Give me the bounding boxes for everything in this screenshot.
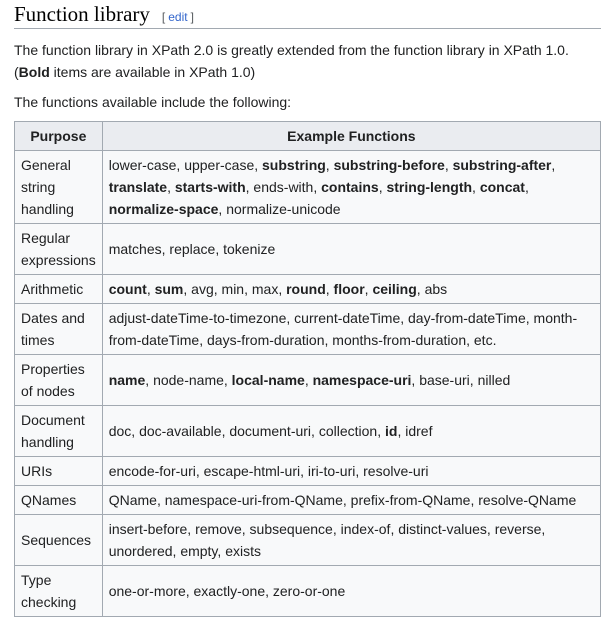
function-name: ceiling	[372, 281, 417, 297]
table-body	[15, 151, 601, 617]
function-name: month-from-dateTime	[108, 310, 578, 348]
functions-cell: insert-before, remove, subsequence, index-of, distinct-values, reverse, unordered, empty, exists	[102, 515, 600, 566]
function-name: subsequence	[249, 521, 333, 537]
function-name: max	[251, 281, 279, 297]
function-name: days-from-duration	[207, 332, 325, 348]
function-name: node-name	[153, 372, 224, 388]
function-name: current-dateTime	[294, 310, 401, 326]
functions-cell: QName, namespace-uri-from-QName, prefix-from-QName, resolve-QName	[102, 486, 600, 515]
function-name: tokenize	[223, 241, 276, 257]
functions-intro: The functions available include the following:	[14, 94, 292, 110]
function-name: starts-with	[174, 179, 246, 195]
function-name: exists	[225, 543, 261, 559]
function-name: matches	[108, 241, 162, 257]
function-name: namespace-uri-from-QName	[164, 492, 343, 508]
function-name: lower-case	[108, 157, 177, 173]
intro-line-2-open: (	[14, 64, 19, 80]
functions-cell: name, node-name, local-name, namespace-uri, base-uri, nilled	[102, 355, 600, 406]
function-name: resolve-uri	[363, 463, 429, 479]
function-name: substring-before	[333, 157, 445, 173]
table-row	[15, 566, 601, 617]
function-name: concat	[479, 179, 525, 195]
function-name: doc	[108, 423, 132, 439]
functions-cell: one-or-more, exactly-one, zero-or-one	[102, 566, 600, 617]
function-name: zero-or-one	[272, 583, 346, 599]
functions-cell: encode-for-uri, escape-html-uri, iri-to-uri, resolve-uri	[102, 457, 600, 486]
table-row	[15, 304, 601, 355]
function-name: translate	[108, 179, 168, 195]
table-row	[15, 275, 601, 304]
function-name: idref	[405, 423, 433, 439]
function-name: index-of	[340, 521, 391, 537]
function-name: sum	[154, 281, 184, 297]
edit-section-link-wrapper	[162, 10, 194, 24]
function-name: escape-html-uri	[203, 463, 301, 479]
function-name: document-uri	[229, 423, 312, 439]
function-name: substring-after	[452, 157, 552, 173]
purpose-cell: URIs	[15, 457, 103, 486]
function-name: round	[286, 281, 326, 297]
function-name: months-from-duration	[332, 332, 467, 348]
function-name: name	[108, 372, 146, 388]
function-name: min	[221, 281, 245, 297]
edit-bracket-close: ]	[190, 10, 194, 24]
purpose-cell: Dates and times	[15, 304, 103, 355]
function-name: collection	[318, 423, 378, 439]
functions-cell: count, sum, avg, min, max, round, floor, ceiling, abs	[102, 275, 600, 304]
purpose-cell: Arithmetic	[15, 275, 103, 304]
function-name: distinct-values	[398, 521, 487, 537]
function-name: QName	[108, 492, 157, 508]
section-title: Function library	[14, 2, 150, 26]
edit-section-link[interactable]: edit	[168, 10, 188, 24]
purpose-cell: Document handling	[15, 406, 103, 457]
function-name: replace	[169, 241, 216, 257]
table-row	[15, 486, 601, 515]
function-name: string-length	[386, 179, 473, 195]
function-name: ends-with	[253, 179, 314, 195]
function-name: nilled	[477, 372, 511, 388]
table-row	[15, 224, 601, 275]
table-row	[15, 151, 601, 224]
purpose-cell: General string handling	[15, 151, 103, 224]
functions-cell: lower-case, upper-case, substring, substring-before, substring-after, translate, starts-with, ends-with, contains, string-length, concat, normalize-space, normalize-unicode	[102, 151, 600, 224]
function-name: day-from-dateTime	[408, 310, 526, 326]
intro-line-1: The function library in XPath 2.0 is greatly extended from the function library in XPath 1.0.	[14, 42, 569, 58]
header-example-functions: Example Functions	[102, 122, 600, 151]
function-name: iri-to-uri	[307, 463, 356, 479]
table-row	[15, 515, 601, 566]
purpose-cell: Sequences	[15, 515, 103, 566]
function-name: count	[108, 281, 147, 297]
function-name: resolve-QName	[478, 492, 577, 508]
function-name: base-uri	[419, 372, 470, 388]
function-name: floor	[333, 281, 365, 297]
table-row	[15, 355, 601, 406]
function-name: substring	[262, 157, 326, 173]
intro-line-2-rest: items are available in XPath 1.0)	[49, 64, 256, 80]
function-name: upper-case	[184, 157, 255, 173]
purpose-cell: Type checking	[15, 566, 103, 617]
function-name: namespace-uri	[312, 372, 412, 388]
purpose-cell: Properties of nodes	[15, 355, 103, 406]
function-name: normalize-space	[108, 201, 219, 217]
function-name: empty	[180, 543, 218, 559]
function-name: normalize-unicode	[226, 201, 341, 217]
function-table	[14, 121, 601, 617]
purpose-cell: Regular expressions	[15, 224, 103, 275]
function-name: id	[384, 423, 398, 439]
functions-cell: adjust-dateTime-to-timezone, current-dateTime, day-from-dateTime, month-from-dateTime, days-from-duration, months-from-duration, etc.	[102, 304, 600, 355]
function-name: avg	[191, 281, 214, 297]
function-name: local-name	[231, 372, 305, 388]
section-heading-row	[14, 0, 601, 29]
table-row	[15, 457, 601, 486]
function-name: prefix-from-QName	[350, 492, 471, 508]
function-name: etc.	[473, 332, 497, 348]
function-name: insert-before	[108, 521, 188, 537]
intro-paragraph	[14, 39, 601, 83]
function-name: remove	[195, 521, 242, 537]
function-name: adjust-dateTime-to-timezone	[108, 310, 287, 326]
table-header-row	[15, 122, 601, 151]
purpose-cell: QNames	[15, 486, 103, 515]
functions-cell: doc, doc-available, document-uri, collection, id, idref	[102, 406, 600, 457]
edit-bracket-open: [	[161, 10, 166, 24]
function-name: abs	[424, 281, 448, 297]
function-name: reverse	[494, 521, 542, 537]
functions-cell: matches, replace, tokenize	[102, 224, 600, 275]
table-row	[15, 406, 601, 457]
function-name: unordered	[108, 543, 173, 559]
function-name: one-or-more	[108, 583, 186, 599]
function-name: exactly-one	[193, 583, 266, 599]
function-name: contains	[321, 179, 379, 195]
function-name: encode-for-uri	[108, 463, 196, 479]
intro-bold-word: Bold	[18, 64, 50, 80]
header-purpose: Purpose	[15, 122, 103, 151]
function-name: doc-available	[139, 423, 222, 439]
